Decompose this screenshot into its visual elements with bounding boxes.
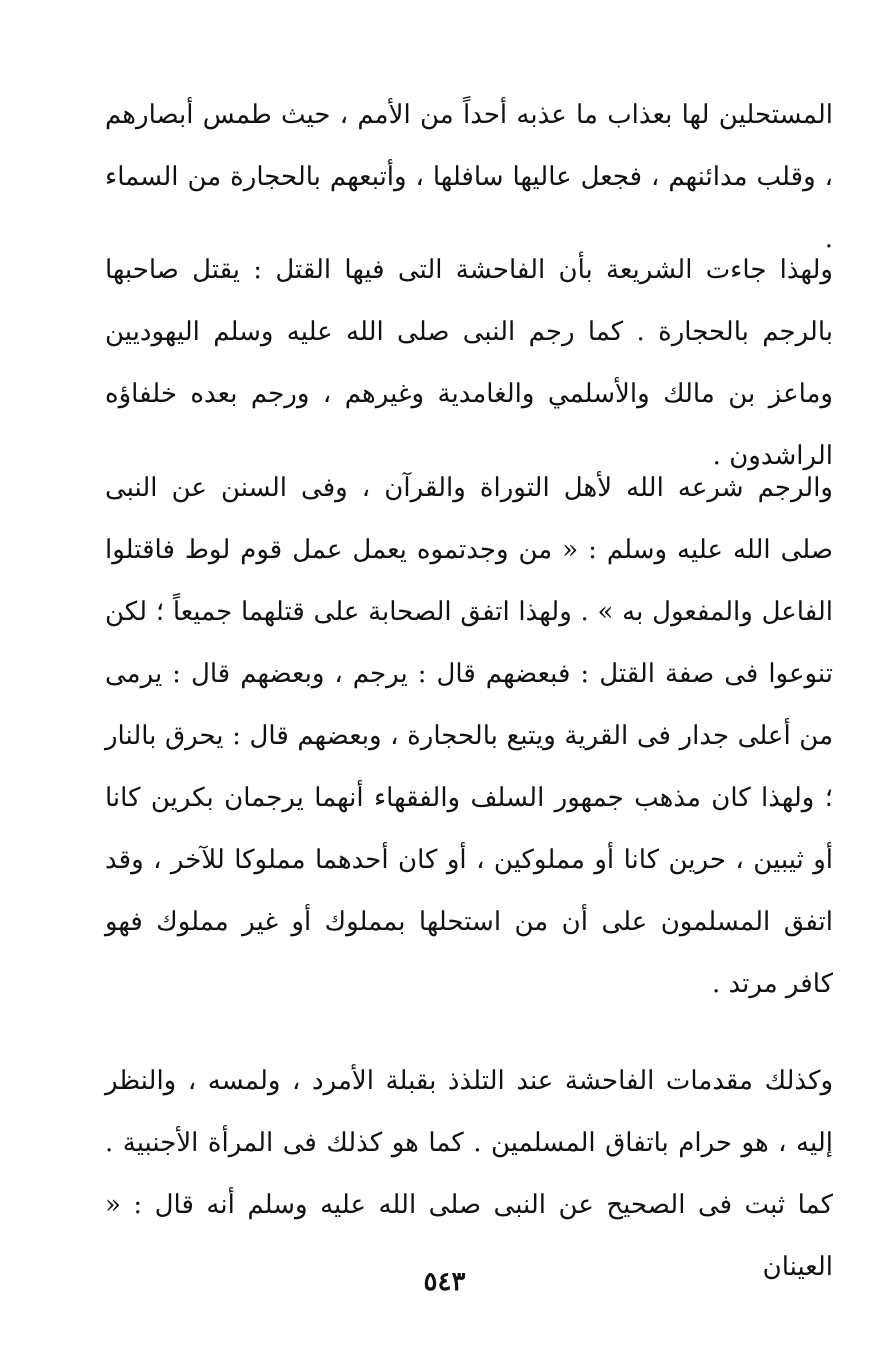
paragraph-1: المستحلين لها بعذاب ما عذبه أحداً من الأمم ، حيث طمس أبصارهم ، وقلب مدائنهم ، فجعل عاليها سافلها ، وأتبعهم بالحجارة من السماء . xyxy=(105,100,833,254)
page-number: ٥٤٣ xyxy=(423,1267,466,1297)
paragraph-2: ولهذا جاءت الشريعة بأن الفاحشة التى فيها القتل : يقتل صاحبها بالرجم بالحجارة . كما رجم النبى صلى الله عليه وسلم اليهوديين وماعز بن مالك والأسلمي والغامدية وغيرهم ، ورجم بعده خلفاؤه الراشدون . xyxy=(105,255,833,471)
paragraph-3: والرجم شرعه الله لأهل التوراة والقرآن ، وفى السنن عن النبى صلى الله عليه وسلم : « من وجدتموه يعمل عمل قوم لوط فاقتلوا الفاعل والمفعول به » . ولهذا اتفق الصحابة على قتلهما جميعاً ؛ لكن تنوعوا فى صفة القتل : فبعضهم قال : يرجم ، وبعضهم قال : يرمى من أعلى جدار فى القرية ويتبع بالحجارة ، وبعضهم قال : يحرق بالنار ؛ ولهذا كان مذهب جمهور السلف والفقهاء أنهما يرجمان بكرين كانا أو ثيبين ، حرين كانا أو مملوكين ، أو كان أحدهما مملوكا للآخر ، وقد اتفق المسلمون على أن من استحلها بمملوك أو غير مملوك فهو كافر مرتد . xyxy=(105,473,833,999)
paragraph-4: وكذلك مقدمات الفاحشة عند التلذذ بقبلة الأمرد ، ولمسه ، والنظر إليه ، هو حرام باتفاق المسلمين . كما هو كذلك فى المرأة الأجنبية . كما ثبت فى الصحيح عن النبى صلى الله عليه وسلم أنه قال : « العينان xyxy=(105,1066,833,1282)
